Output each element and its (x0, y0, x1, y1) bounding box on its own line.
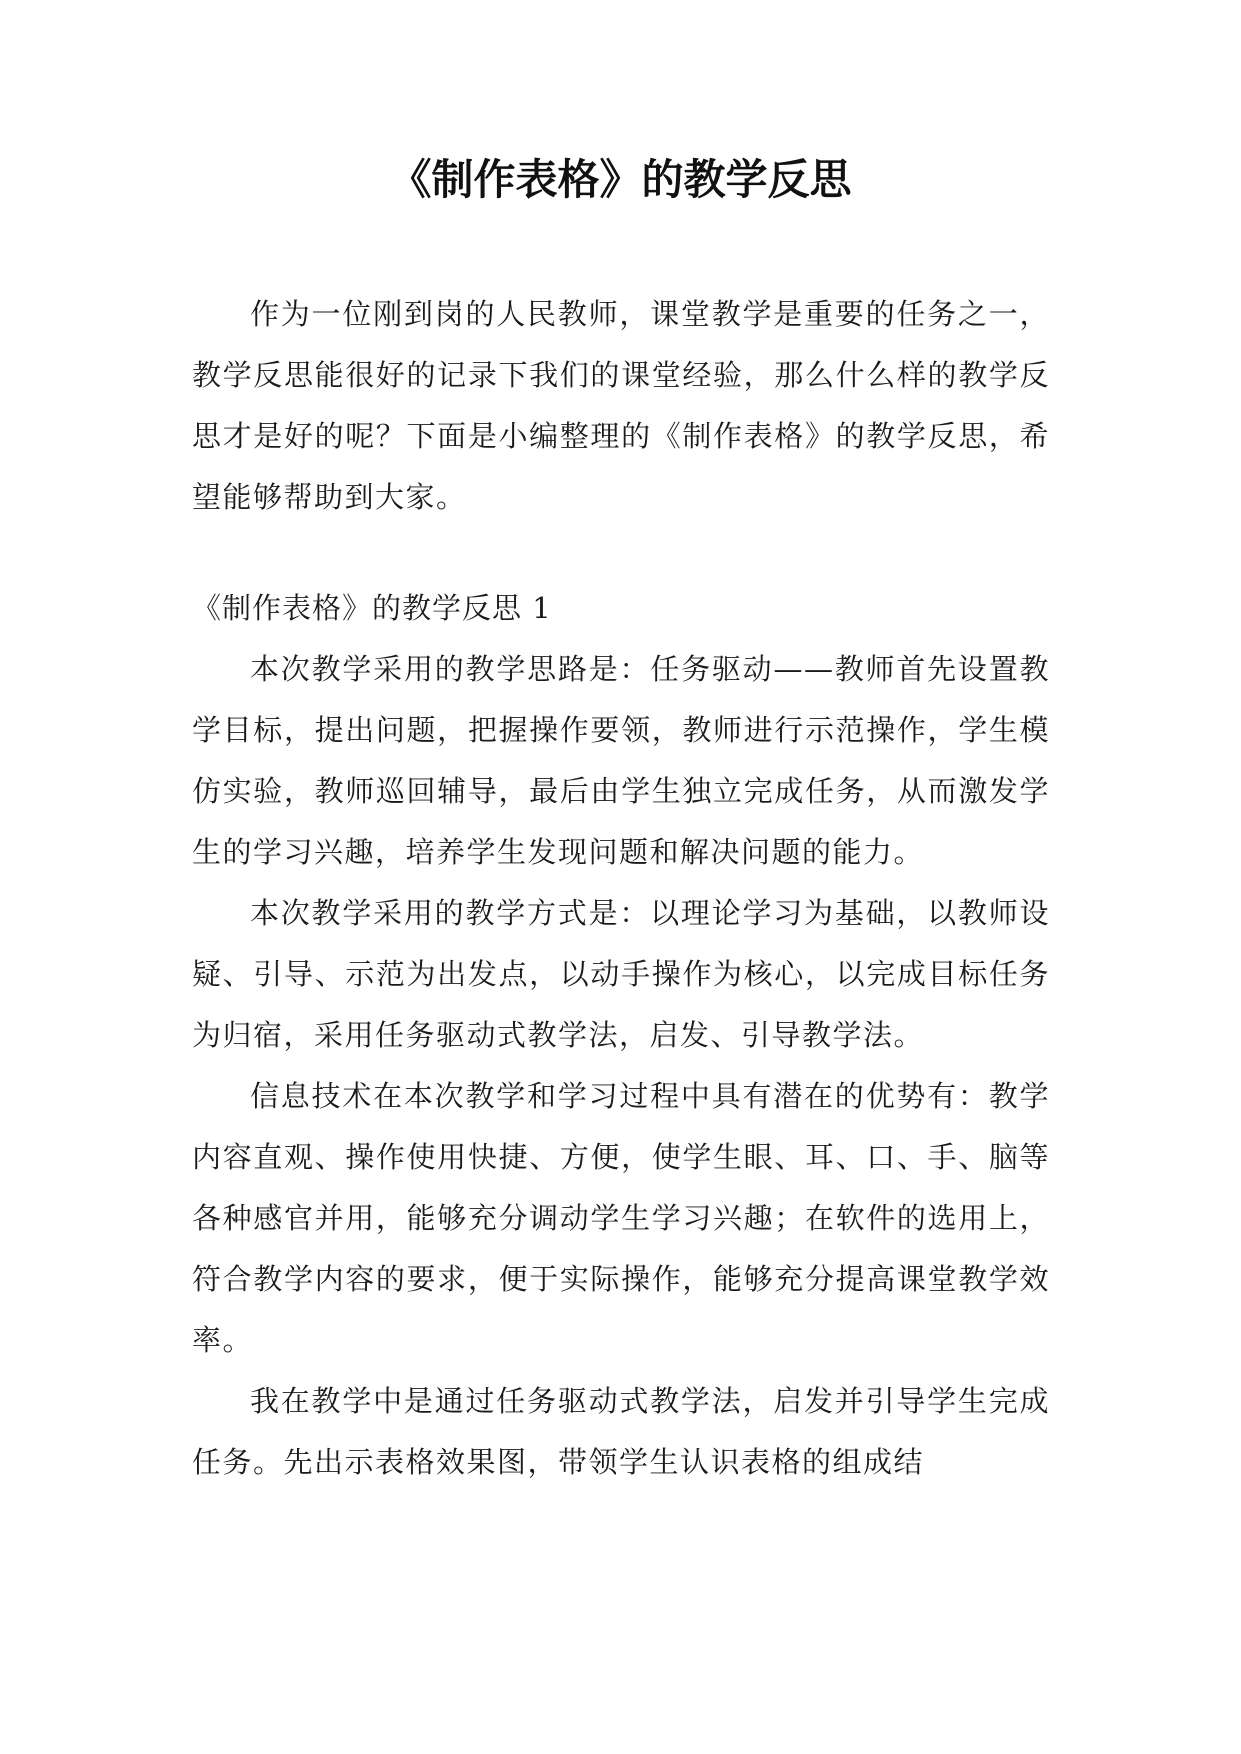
body-paragraph: 信息技术在本次教学和学习过程中具有潜在的优势有：教学内容直观、操作使用快捷、方便，使学生眼、耳、口、手、脑等各种感官并用，能够充分调动学生学习兴趣；在软件的选用上，符合教学内容的要求，便于实际操作，能够充分提高课堂教学效率。 (192, 1079, 1050, 1357)
section-heading: 《制作表格》的教学反思 1 (192, 591, 552, 625)
body-paragraph: 本次教学采用的教学方式是：以理论学习为基础，以教师设疑、引导、示范为出发点，以动手操作为核心，以完成目标任务为归宿，采用任务驱动式教学法，启发、引导教学法。 (192, 896, 1050, 1052)
intro-paragraph: 作为一位刚到岗的人民教师，课堂教学是重要的任务之一，教学反思能很好的记录下我们的课堂经验，那么什么样的教学反思才是好的呢？下面是小编整理的《制作表格》的教学反思，希望能够帮助到大家。 (192, 297, 1050, 514)
body-paragraph: 我在教学中是通过任务驱动式教学法，启发并引导学生完成任务。先出示表格效果图，带领学生认识表格的组成结 (192, 1384, 1050, 1479)
body-paragraph: 本次教学采用的教学思路是：任务驱动——教师首先设置教学目标，提出问题，把握操作要领，教师进行示范操作，学生模仿实验，教师巡回辅导，最后由学生独立完成任务，从而激发学生的学习兴趣，培养学生发现问题和解决问题的能力。 (192, 652, 1050, 869)
document-title: 《制作表格》的教学反思 (389, 155, 852, 204)
section-block (192, 578, 1050, 1493)
intro-block (192, 284, 1050, 528)
